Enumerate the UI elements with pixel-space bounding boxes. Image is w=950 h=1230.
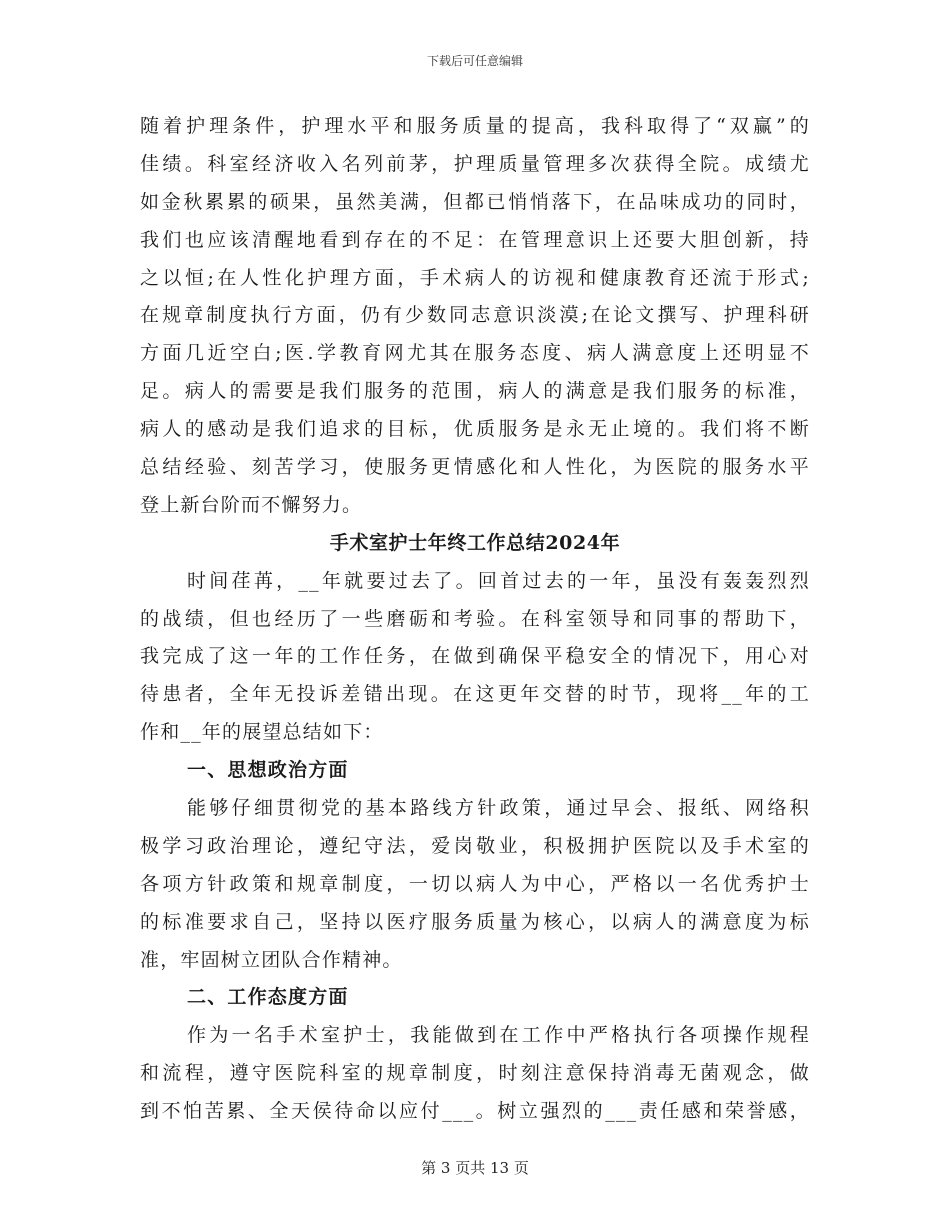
paragraph-line: 各项方针政策和规章制度，一切以病人为中心，严格以一名优秀护士 — [140, 872, 810, 895]
paragraph-line: 病人的感动是我们追求的目标，优质服务是永无止境的。我们将不断 — [140, 418, 810, 441]
paragraph-line: 极学习政治理论，遵纪守法，爱岗敬业，积极拥护医院以及手术室的 — [140, 834, 810, 857]
page-header: 下载后可任意编辑 — [426, 54, 523, 68]
paragraph-line: 总结经验、刻苦学习，使服务更情感化和人性化，为医院的服务水平 — [140, 456, 810, 479]
paragraph-line: 如金秋累累的硕果，虽然美满，但都已悄悄落下，在品味成功的同时， — [140, 190, 810, 213]
paragraph-line: 之以恒;在人性化护理方面，手术病人的访视和健康教育还流于形式; — [140, 266, 810, 289]
paragraph-line: 的战绩，但也经历了一些磨砺和考验。在科室领导和同事的帮助下， — [140, 607, 810, 630]
paragraph-line: 和流程，遵守医院科室的规章制度，时刻注意保持消毒无菌观念，做 — [140, 1062, 810, 1085]
paragraph-line: 作和__年的展望总结如下： — [140, 721, 384, 744]
paragraph-line: 到不怕苦累、全天侯待命以应付___。树立强烈的___责任感和荣誉感， — [140, 1100, 810, 1123]
paragraph-line: 随着护理条件，护理水平和服务质量的提高，我科取得了“双赢”的 — [140, 115, 810, 137]
heading-politics: 一、思想政治方面 — [187, 759, 349, 782]
paragraph-line: 足。病人的需要是我们服务的范围，病人的满意是我们服务的标准， — [140, 380, 810, 403]
paragraph-line: 准，牢固树立团队合作精神。 — [140, 948, 403, 971]
paragraph-line: 方面几近空白;医.学教育网尤其在服务态度、病人满意度上还明显不 — [140, 342, 810, 365]
paragraph-line: 我完成了这一年的工作任务，在做到确保平稳安全的情况下，用心对 — [140, 645, 810, 668]
page-footer: 第 3 页共 13 页 — [421, 1159, 529, 1177]
heading-work-attitude: 二、工作态度方面 — [187, 986, 349, 1009]
paragraph-line: 的标准要求自己，坚持以医疗服务质量为核心，以病人的满意度为标 — [140, 910, 810, 933]
document-body — [140, 108, 810, 1131]
paragraph-line: 时间荏苒，__年就要过去了。回首过去的一年，虽没有轰轰烈烈 — [187, 569, 810, 592]
paragraph-line: 待患者，全年无投诉差错出现。在这更年交替的时节，现将__年的工 — [140, 683, 810, 706]
paragraph-line: 在规章制度执行方面，仍有少数同志意识淡漠;在论文撰写、护理科研 — [140, 304, 810, 327]
section-title: 手术室护士年终工作总结2024年 — [329, 531, 621, 554]
paragraph-line: 能够仔细贯彻党的基本路线方针政策，通过早会、报纸、网络积 — [187, 797, 810, 820]
paragraph-line: 佳绩。科室经济收入名列前茅，护理质量管理多次获得全院。成绩尤 — [140, 152, 810, 175]
paragraph-line: 作为一名手术室护士，我能做到在工作中严格执行各项操作规程 — [187, 1024, 810, 1047]
paragraph-line: 登上新台阶而不懈努力。 — [140, 493, 363, 516]
paragraph-line: 我们也应该清醒地看到存在的不足：在管理意识上还要大胆创新，持 — [140, 228, 810, 251]
